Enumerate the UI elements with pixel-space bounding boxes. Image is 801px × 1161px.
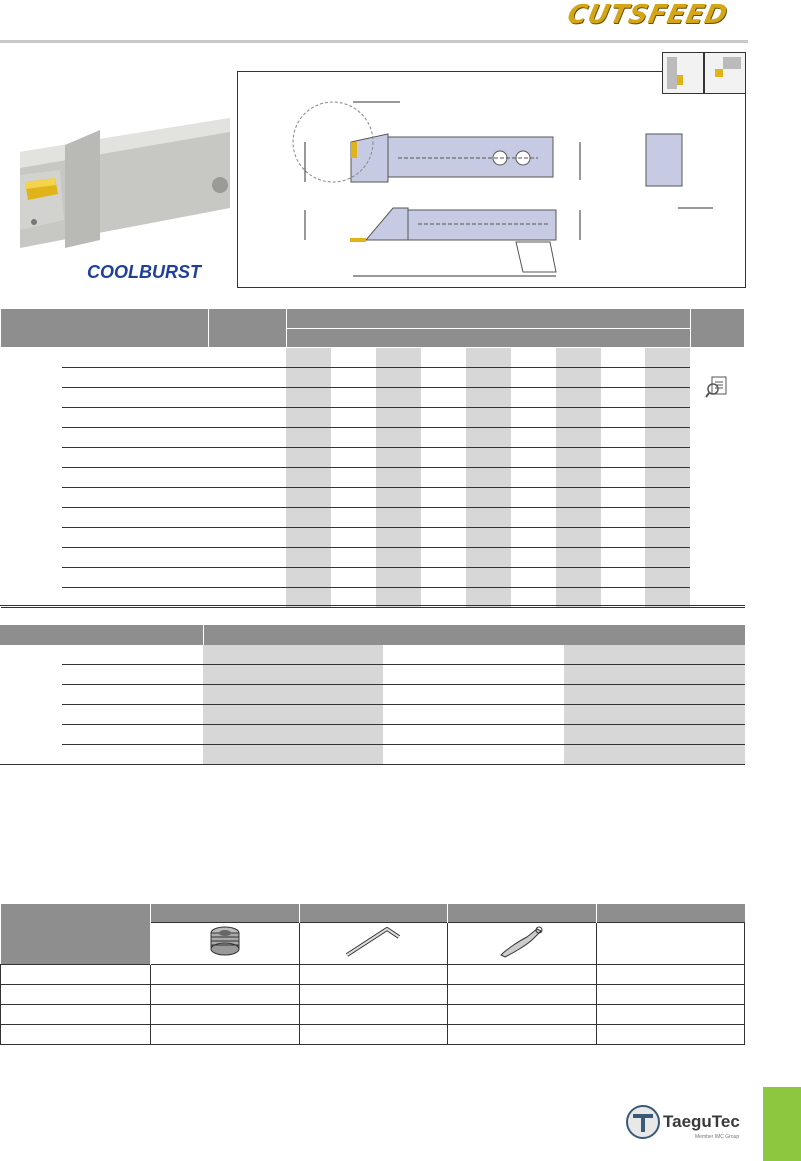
table-header-cell [150,904,299,923]
inserts-table [0,625,745,765]
brand-logo-text: CUTSFEED [564,0,731,30]
table-row [1,408,745,428]
table-row [1,428,745,448]
table-cell [448,923,597,965]
table-cell [299,923,448,965]
table-row [1,965,745,985]
key-wrench-icon [497,923,547,959]
table-header-cell [286,329,690,348]
table-header-cell [203,625,745,645]
table-row [1,568,745,588]
table-row [1,448,745,468]
table-row [1,1025,745,1045]
technical-drawing [237,71,746,288]
right-hand-icon [662,52,704,94]
table-row [0,705,745,725]
table-separator [0,605,745,606]
dimensions-table [0,308,745,608]
table-header-cell [1,309,209,348]
table-header-cell [1,904,151,965]
table-header-cell [286,309,690,329]
coolburst-badge: COOLBURST [87,262,201,282]
table-header-cell [597,904,745,923]
table-row [1,528,745,548]
taegutec-emblem-icon [625,1104,661,1140]
table-row [1,348,745,368]
table-row [1,488,745,508]
logo-text: TaeguTec [663,1112,740,1131]
brand-logo [564,0,748,38]
screw-icon [208,923,242,959]
table-cell [597,923,745,965]
table-cell [150,923,299,965]
table-cell [1,348,63,608]
table-row [1,468,745,488]
table-row [0,665,745,685]
table-cell [690,348,744,608]
table-header-row [0,625,745,645]
table-row [0,745,745,765]
taegutec-logo [625,1104,755,1144]
table-row [1,1005,745,1025]
table-row [1,388,745,408]
product-photo [20,90,230,300]
table-header-cell [208,309,286,348]
table-header-cell [448,904,597,923]
table-header-row [1,904,745,923]
table-header-cell [0,625,203,645]
dimension-drawing [238,72,745,287]
table-row [1,985,745,1005]
table-row [0,645,745,665]
spare-parts-table [0,904,745,1045]
header-divider [0,40,748,43]
table-row [0,725,745,745]
table-cell [0,645,62,765]
table-row [0,685,745,705]
zoom-reference-icon[interactable] [704,374,730,400]
table-header-row [1,309,745,329]
table-row [1,508,745,528]
table-header-cell [299,904,448,923]
table-header-cell [690,309,744,348]
hex-key-icon [343,923,403,959]
section-tab [763,1087,801,1161]
table-row [1,548,745,568]
table-row [1,368,745,388]
left-hand-icon [704,52,746,94]
logo-subtitle: Member IMC Group [695,1134,740,1140]
